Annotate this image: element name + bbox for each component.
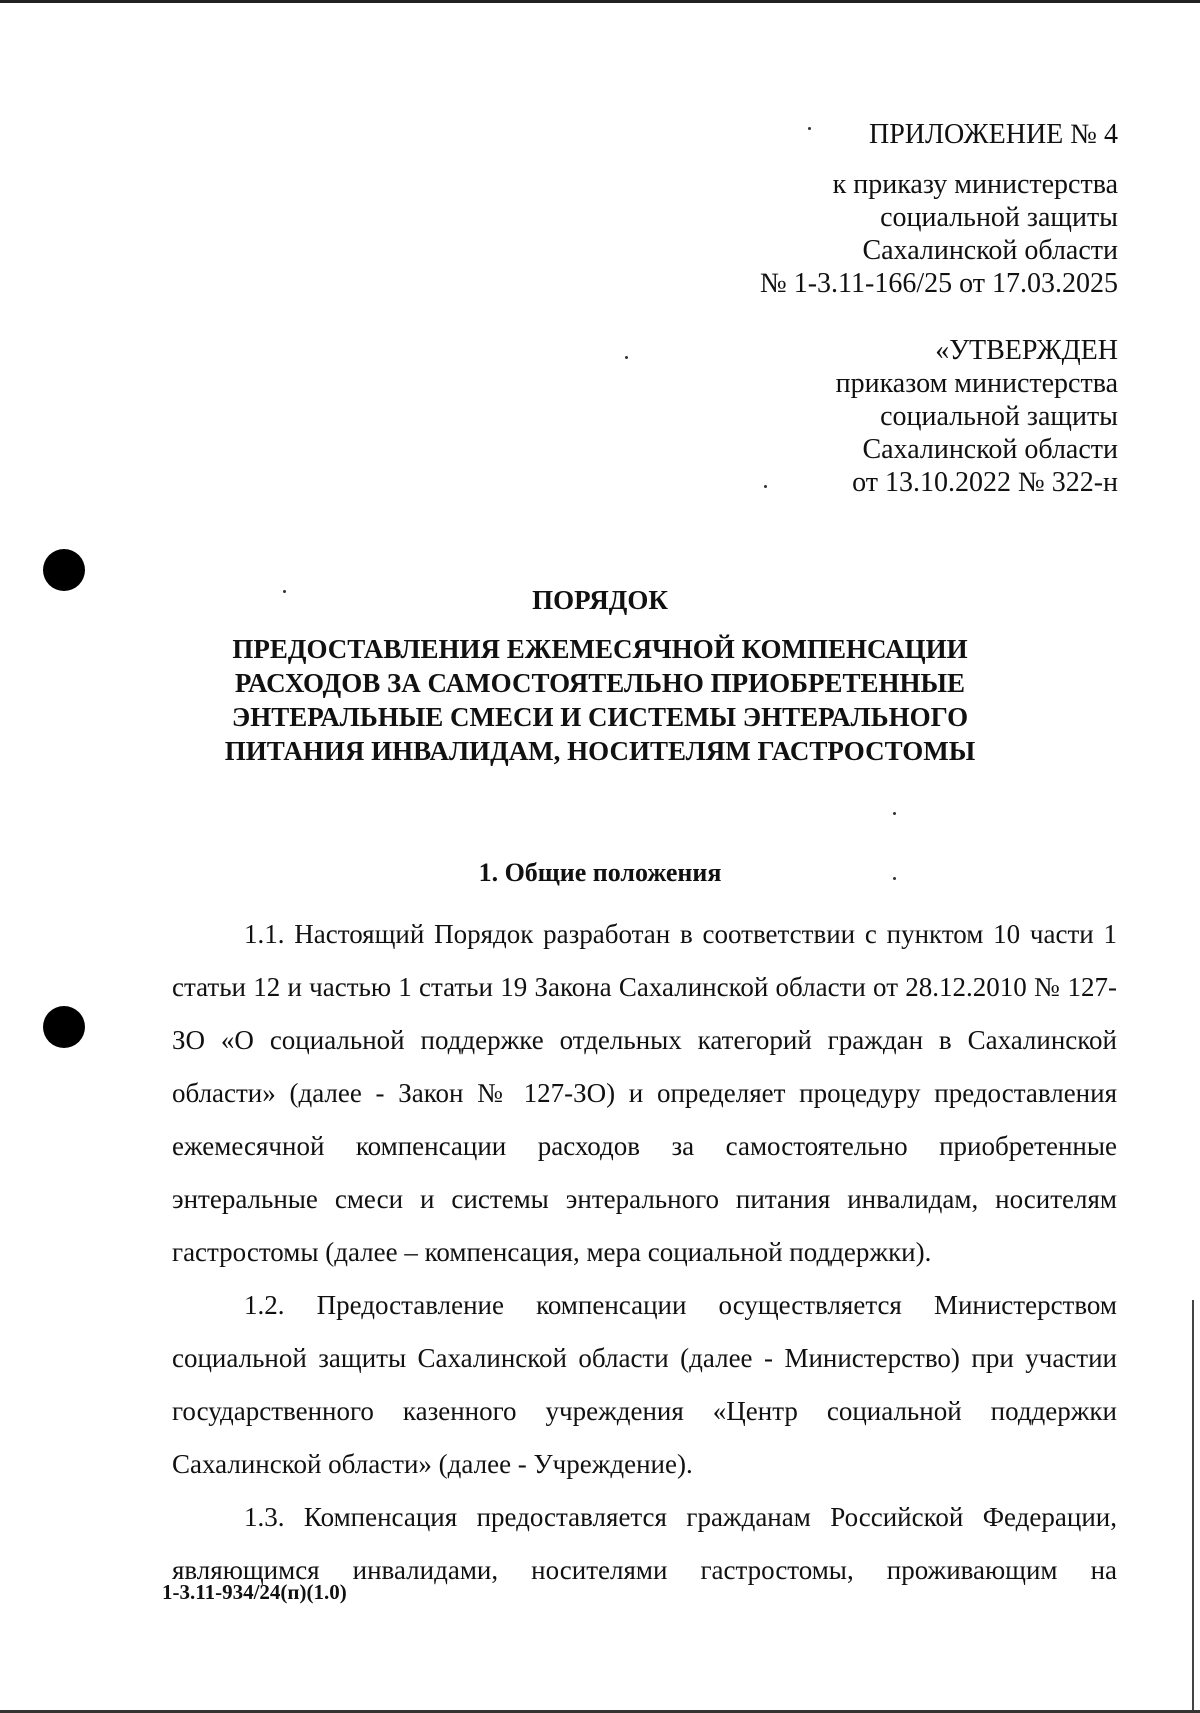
document-subtitle: [0, 632, 1200, 768]
approved-line: «УТВЕРЖДЕН: [935, 335, 1118, 366]
scan-speck: [764, 485, 767, 488]
subtitle-line: ПРЕДОСТАВЛЕНИЯ ЕЖЕМЕСЯЧНОЙ КОМПЕНСАЦИИ: [232, 634, 968, 664]
subtitle-line: ПИТАНИЯ ИНВАЛИДАМ, НОСИТЕЛЯМ ГАСТРОСТОМЫ: [224, 736, 976, 766]
paragraph-1-3: 1.3. Компенсация предоставляется гражданам Российской Федерации, являющимся инвалидами, носителями гастростомы, проживающим на: [172, 1502, 1117, 1585]
order-line: № 1-3.11-166/25 от 17.03.2025: [760, 268, 1118, 299]
subtitle-line: РАСХОДОВ ЗА САМОСТОЯТЕЛЬНО ПРИОБРЕТЕННЫЕ: [234, 668, 966, 698]
scan-speck: [893, 812, 896, 815]
appendix-number: ПРИЛОЖЕНИЕ № 4: [869, 119, 1118, 150]
order-line: к приказу министерства: [832, 169, 1118, 200]
order-line: социальной защиты: [880, 202, 1118, 233]
punch-hole-icon: [43, 1006, 85, 1048]
approved-line: Сахалинской области: [862, 434, 1118, 465]
order-line: Сахалинской области: [862, 235, 1118, 266]
paragraph-1-2: 1.2. Предоставление компенсации осуществляется Министерством социальной защиты Сахалинской области (далее - Министерство) при участии государственного казенного учреждения «Центр социальной поддержки Сахалинской области» (далее - Учреждение).: [172, 1290, 1117, 1479]
document-title: ПОРЯДОК: [532, 585, 668, 615]
section-heading: 1. Общие положения: [478, 858, 722, 887]
order-reference: [760, 168, 1118, 300]
appendix-label: [869, 118, 1118, 151]
approval-stamp-text: [836, 334, 1118, 499]
approved-line: от 13.10.2022 № 322-н: [852, 467, 1118, 498]
body-text: [172, 908, 1117, 1597]
approved-line: социальной защиты: [880, 401, 1118, 432]
scan-right-edge: [1192, 1300, 1194, 1713]
scan-speck: [893, 877, 896, 880]
scan-speck: [808, 127, 811, 130]
approved-line: приказом министерства: [835, 368, 1118, 399]
scan-top-edge: [0, 0, 1200, 3]
document-code: 1-3.11-934/24(п)(1.0): [162, 1580, 347, 1604]
subtitle-line: ЭНТЕРАЛЬНЫЕ СМЕСИ И СИСТЕМЫ ЭНТЕРАЛЬНОГО: [231, 702, 969, 732]
scan-speck: [283, 590, 286, 593]
paragraph-1-1: 1.1. Настоящий Порядок разработан в соответствии с пунктом 10 части 1 статьи 12 и частью 1 статьи 19 Закона Сахалинской области от 28.12.2010 № 127-ЗО «О социальной поддержке отдельных категорий граждан в Сахалинской области» (далее - Закон № 127-ЗО) и определяет процедуру предоставления ежемесячной компенсации расходов за самостоятельно приобретенные энтеральные смеси и системы энтерального питания инвалидам, носителям гастростомы (далее – компенсация, мера социальной поддержки).: [172, 919, 1117, 1267]
scan-speck: [625, 356, 628, 359]
